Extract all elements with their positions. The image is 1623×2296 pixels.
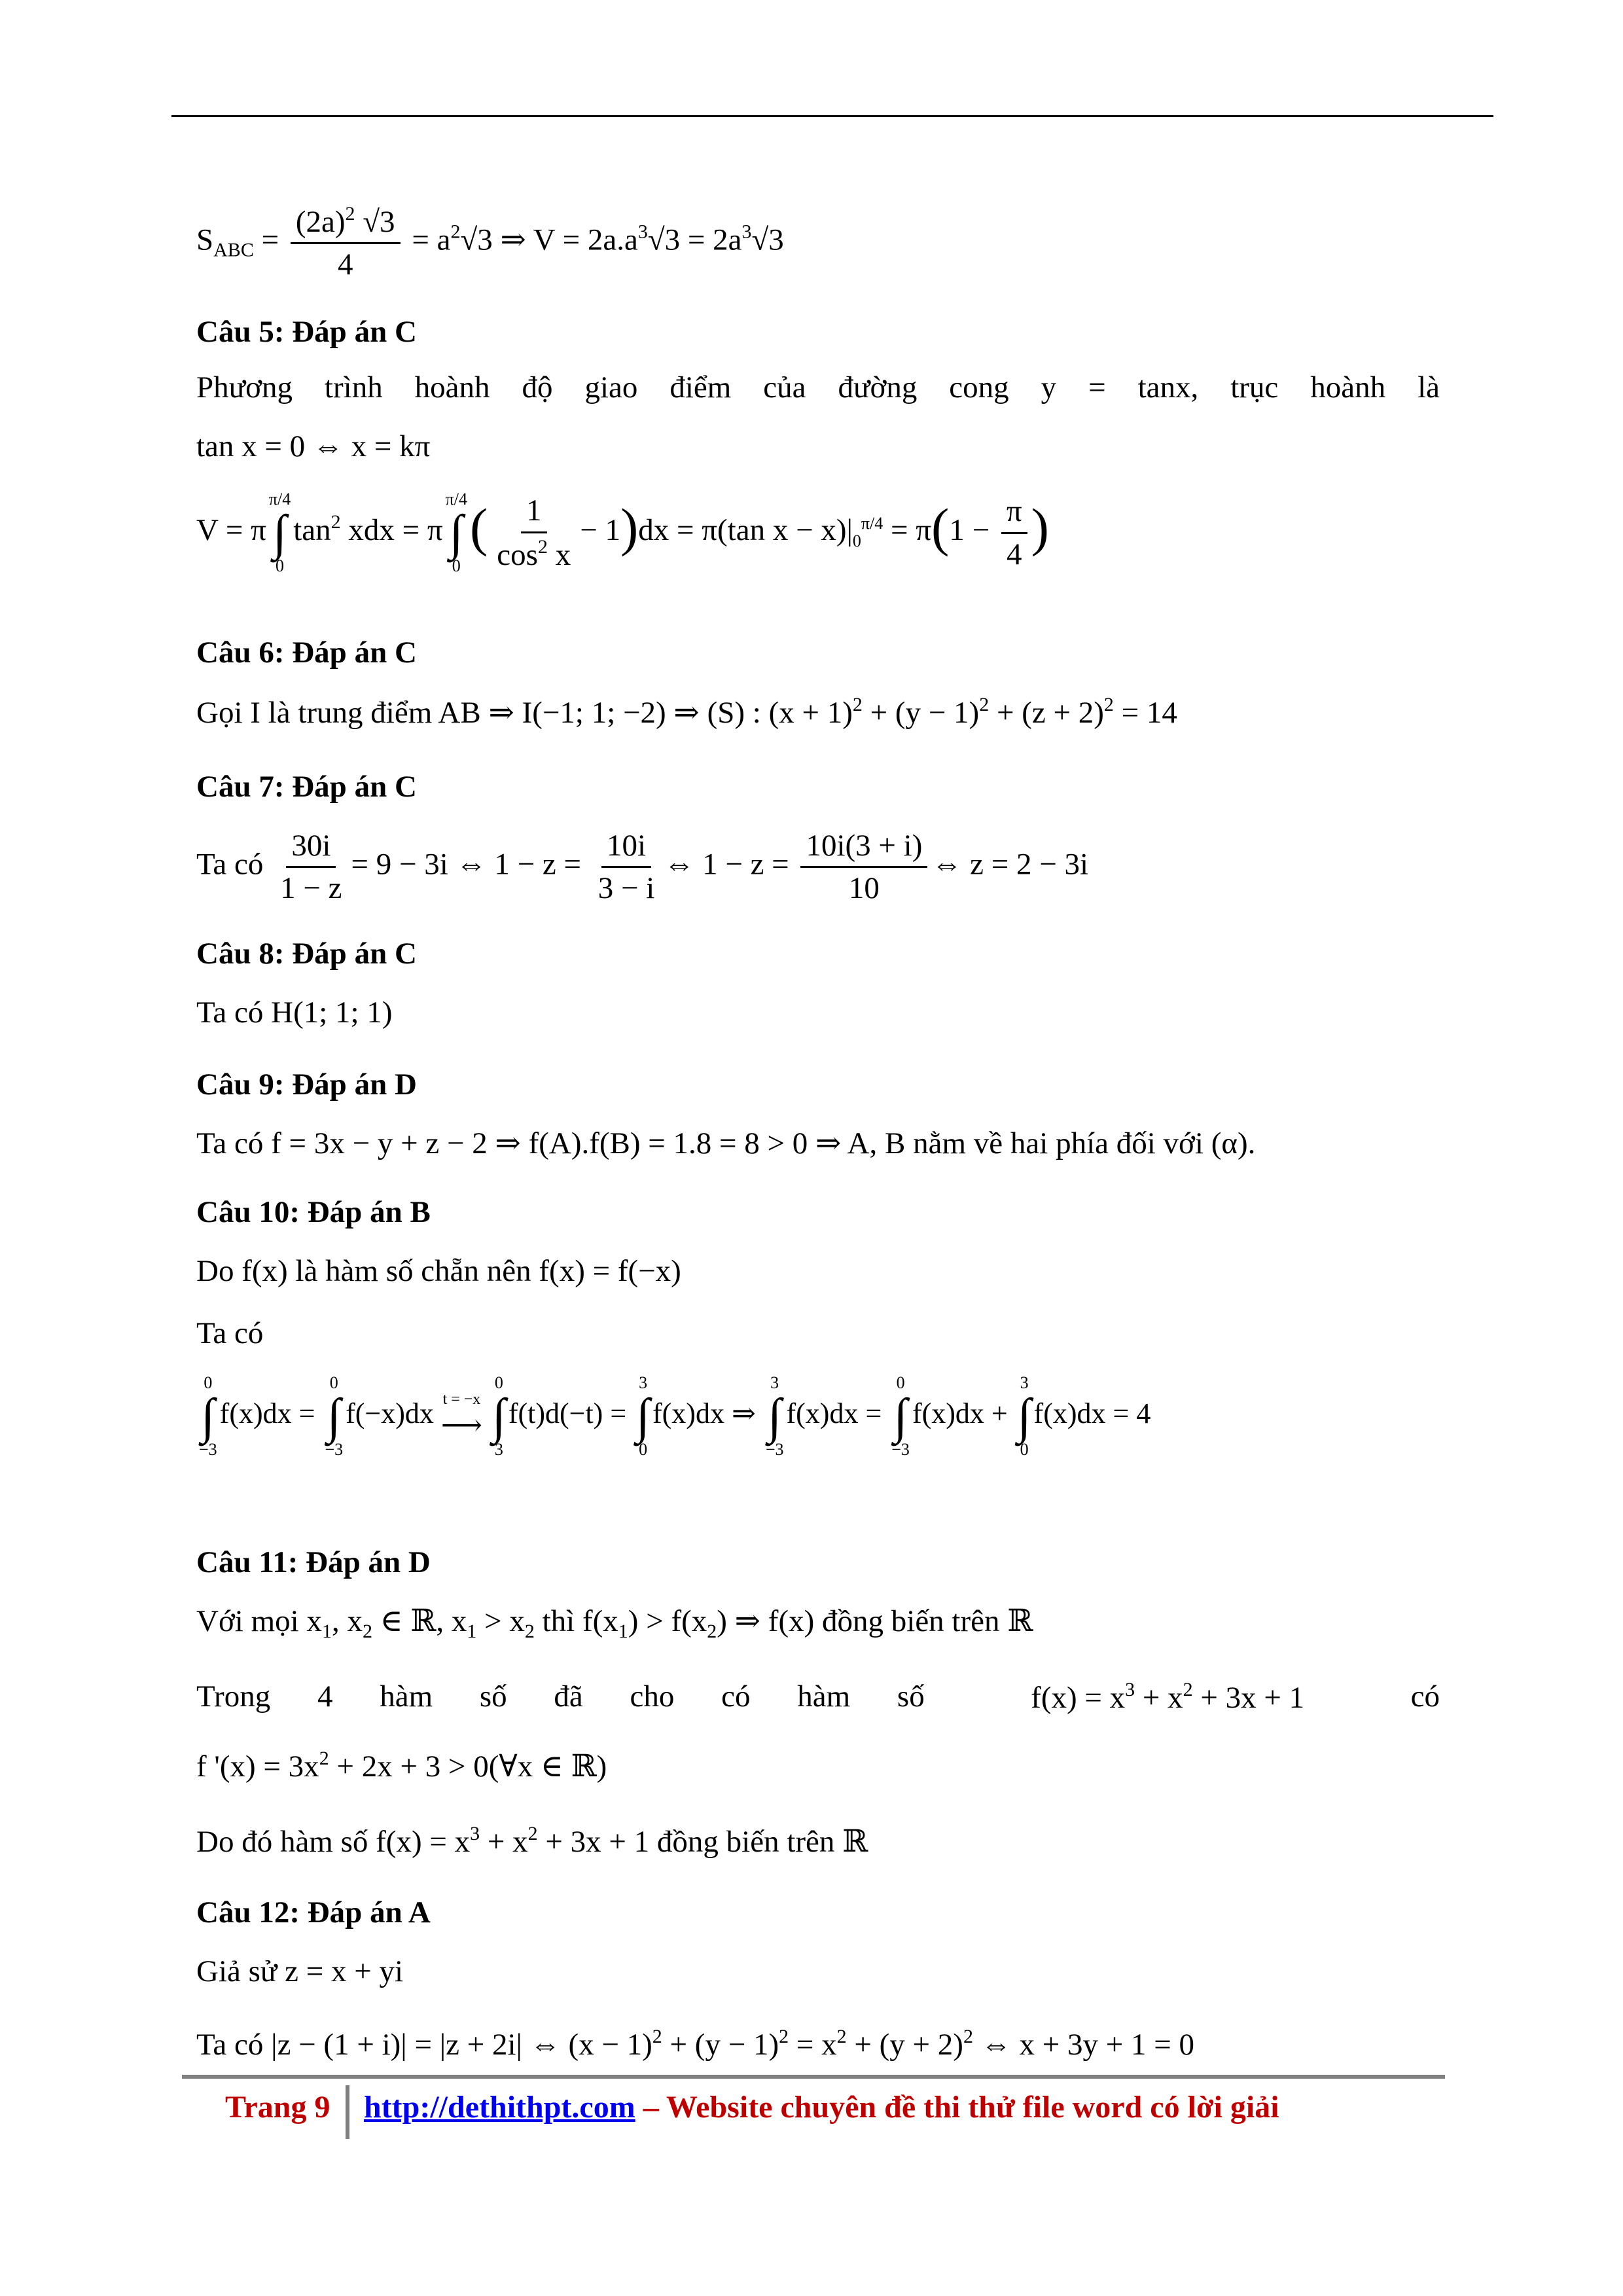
cau-11-p2	[196, 1679, 1440, 1715]
formula-cau-10: 0 ∫ −3 f(x)dx = 0 ∫ −3 f(−x)dx t = −x ⟶ 0 ∫ 3 f(t)d(−t) = 3 ∫ 0 f(x)dx ⇒ 3 ∫ −3 f(x)dx = 0 ∫ −3 f(x)dx + 3 ∫ 0 f(x)dx = 4	[199, 1373, 1151, 1459]
footer-divider	[346, 2085, 349, 2139]
cau-7-label: Ta có	[196, 847, 264, 882]
heading-cau-10: Câu 10: Đáp án B	[196, 1195, 431, 1229]
heading-cau-11: Câu 11: Đáp án D	[196, 1545, 431, 1579]
heading-cau-12: Câu 12: Đáp án A	[196, 1895, 431, 1929]
cau-12-label2: Ta có	[196, 2028, 264, 2062]
cau-9-tail: A, B nằm về hai phía đối với	[847, 1126, 1204, 1160]
heading-cau-9: Câu 9: Đáp án D	[196, 1067, 417, 1102]
heading-cau-8: Câu 8: Đáp án C	[196, 937, 417, 971]
formula-cau-5-volume: V = π π/4 ∫ 0 $\tan^2$ xdx = π π/4 ∫ 0 ( $\frac{1}{\cos^2 x}$ − 1)dx = π(tan $x - x)|_0^{\pi/4} = \pi(1$ − $\frac{\pi}{4}$ )	[196, 490, 1049, 575]
footer-rule	[182, 2075, 1445, 2079]
formula-area-volume: $S_{ABC}$ = $\frac{(2a)^2 √3}{4}$ = $a^2√3$ ⇒ $V = 2a.a^3√3 = 2a^3√3$	[196, 203, 784, 282]
footer-page-number: Trang 9	[225, 2090, 330, 2125]
formula-cau-11-derivative: f '$(x) = 3x^2 + 2x + 3$ > 0(∀x ∈ ℝ)	[196, 1748, 607, 1784]
cau-11-p3: Do đó hàm số $f(x) = x^3 + x^2 + 3x + 1$ đồng biến trên ℝ	[196, 1823, 868, 1859]
cau-7-text: Ta có $\frac{30i}{1 - z}$ = 9 − 3i ⇔ 1 − z = $\frac{10i}{3 - i}$ ⇔ 1 − z = $\frac{10i(3 + i)}{10}$ ⇔ z = 2 − 3i	[196, 829, 1089, 906]
cau-6-label: Gọi I là trung điểm AB	[196, 696, 481, 730]
cau-12-label: Giả sử	[196, 1954, 277, 1988]
top-rule	[171, 115, 1493, 117]
cau-11-label: Với mọi	[196, 1604, 299, 1638]
heading-cau-6: Câu 6: Đáp án C	[196, 636, 417, 670]
footer-tagline: – Website chuyên đề thi thử file word có lời giải	[635, 2090, 1279, 2125]
cau-11-tail: thì	[542, 1604, 575, 1638]
footer-site	[364, 2089, 1279, 2125]
cau-12-text: Giả sử z = x + yi	[196, 1954, 404, 1988]
formula-cau-5-root: tan x = 0 ⇔ x = kπ	[196, 429, 431, 463]
cau-5-text: Phương trình hoành độ giao điểm của đường cong y = tanx, trục hoành là	[196, 370, 1440, 404]
cau-8-label: Ta có	[196, 996, 264, 1030]
footer-url-link[interactable]: http://dethithpt.com	[364, 2090, 635, 2125]
cau-10-tail: là hàm số chẵn nên	[295, 1254, 531, 1288]
cau-11-p3-tail: đồng biến trên	[656, 1825, 835, 1859]
cau-8-text: Ta có H(1; 1; 1)	[196, 996, 393, 1030]
cau-10-text2: Ta có	[196, 1316, 264, 1350]
cau-11-p3-text: Do đó hàm số	[196, 1825, 368, 1859]
cau-11-tail2: đồng biến trên	[822, 1604, 1000, 1638]
cau-11-p2-tail: có	[1410, 1679, 1440, 1713]
cau-11-text: Với mọi $x_1$, $x_2$ ∈ ℝ, $x_1 > x_2$ thì $f(x_1) > f(x_2)$ ⇒ f(x) đồng biến trên ℝ	[196, 1604, 1033, 1642]
cau-9-label: Ta có	[196, 1126, 264, 1160]
heading-cau-5: Câu 5: Đáp án C	[196, 315, 417, 349]
heading-cau-7: Câu 7: Đáp án C	[196, 770, 417, 804]
cau-12-text2: Ta có |z − (1 + i)| = |z + 2i| ⇔ $(x - 1)^2 + (y - 1)^2 = x^2 + (y + 2)^2$ ⇔ x + 3y + 1 = 0	[196, 2026, 1194, 2062]
cau-10-text: Do f(x) là hàm số chẵn nên f(x) = f(−x)	[196, 1254, 681, 1288]
cau-11-p2-text: Trong 4 hàm số đã cho có hàm số	[196, 1679, 925, 1713]
cau-6-text: Gọi I là trung điểm AB ⇒ I(−1; 1; −2) ⇒ (S) : $(x + 1)^2 + (y - 1)^2 + (z + 2)^2 = 14$	[196, 694, 1177, 730]
cau-9-text: Ta có f = 3x − y + z − 2 ⇒ f(A).f(B) = 1.8 = 8 > 0 ⇒ A, B nằm về hai phía đối với (α).	[196, 1126, 1256, 1160]
cau-10-label: Do	[196, 1254, 234, 1288]
cau-11-p2-formula: $f(x) = x^3 + x^2 + 3x + 1$	[1031, 1679, 1305, 1715]
